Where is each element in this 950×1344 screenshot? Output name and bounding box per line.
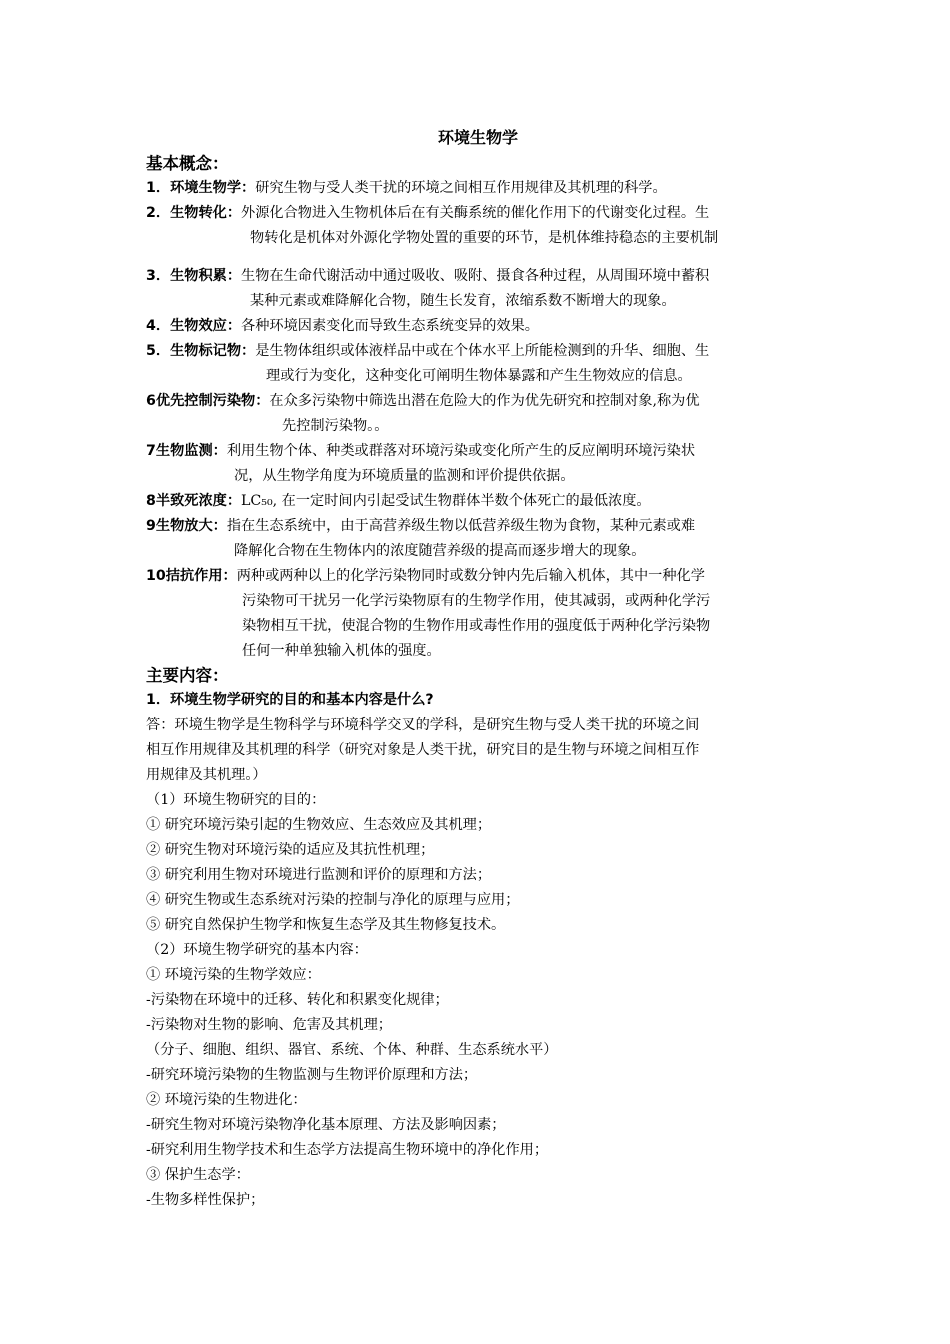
definition-term: 生物积累： xyxy=(170,268,242,284)
definition-item xyxy=(146,201,810,251)
definition-term: 生物监测： xyxy=(155,443,227,459)
definition-continuation: 先控制污染物。。 xyxy=(282,418,389,434)
body-line: （2）环境生物学研究的基本内容： xyxy=(146,942,368,958)
definition-term: 半致死浓度： xyxy=(155,493,242,509)
body-line: ① 环境污染的生物学效应： xyxy=(146,967,321,983)
definition-text: 各种环境因素变化而导致生态系统变异的效果。 xyxy=(241,318,539,334)
question-heading: 1．环境生物学研究的目的和基本内容是什么? xyxy=(146,692,434,708)
definition-item xyxy=(146,314,810,339)
body-line: -污染物在环境中的迁移、转化和积累变化规律； xyxy=(146,992,449,1008)
definition-continuation: 况，从生物学角度为环境质量的监测和评价提供依据。 xyxy=(234,468,575,484)
definition-number: 7 xyxy=(146,443,156,459)
definition-continuation: 某种元素或难降解化合物，随生长发育，浓缩系数不断增大的现象。 xyxy=(250,293,676,309)
definition-number: 9 xyxy=(146,518,156,534)
definition-term: 生物标记物： xyxy=(170,343,256,359)
body-line: ③ 保护生态学： xyxy=(146,1167,250,1183)
main-content-heading: 主要内容： xyxy=(146,666,229,685)
definition-item xyxy=(146,439,810,489)
definition-continuation: 降解化合物在生物体内的浓度随营养级的提高而逐步增大的现象。 xyxy=(234,543,646,559)
definition-term: 生物效应： xyxy=(170,318,242,334)
definition-number: 6 xyxy=(146,393,156,409)
definition-continuation: 物转化是机体对外源化学物处置的重要的环节，是机体维持稳态的主要机制 xyxy=(250,230,719,246)
definition-number: 3． xyxy=(146,268,171,284)
definition-term: 生物放大： xyxy=(155,518,227,534)
body-line: （1）环境生物研究的目的： xyxy=(146,792,326,808)
definition-text: 研究生物与受人类干扰的环境之间相互作用规律及其机理的科学。 xyxy=(255,180,667,196)
body-line: -污染物对生物的影响、危害及其机理； xyxy=(146,1017,392,1033)
basic-concepts-heading: 基本概念： xyxy=(146,154,229,173)
definition-item xyxy=(146,176,810,201)
definition-item xyxy=(146,389,810,439)
definition-text: 是生物体组织或体液样品中或在个体水平上所能检测到的升华、细胞、生 xyxy=(255,343,710,359)
blank-line xyxy=(146,251,810,264)
definitions-list xyxy=(146,176,810,664)
document-title: 环境生物学 xyxy=(437,128,518,147)
definition-continuation: 污染物可干扰另一化学污染物原有的生物学作用，使其减弱，或两种化学污 xyxy=(242,593,711,609)
body-line: -研究利用生物学技术和生态学方法提高生物环境中的净化作用； xyxy=(146,1142,549,1158)
definition-number: 10 xyxy=(146,568,166,584)
definition-text: 两种或两种以上的化学污染物同时或数分钟内先后输入机体，其中一种化学 xyxy=(236,568,705,584)
definition-number: 5． xyxy=(146,343,171,359)
definition-continuation: 任何一种单独输入机体的强度。 xyxy=(242,643,441,659)
document-page xyxy=(146,124,810,1213)
definition-number: 1． xyxy=(146,180,171,196)
definition-term: 生物转化： xyxy=(170,205,242,221)
answer-body xyxy=(146,713,810,1213)
definition-number: 2． xyxy=(146,205,171,221)
body-line: 相互作用规律及其机理的科学（研究对象是人类干扰，研究目的是生物与环境之间相互作 xyxy=(146,742,700,758)
definition-item xyxy=(146,489,810,514)
definition-text: LC₅₀, 在一定时间内引起受试生物群体半数个体死亡的最低浓度。 xyxy=(241,493,651,509)
body-line: -研究环境污染物的生物监测与生物评价原理和方法； xyxy=(146,1067,478,1083)
definition-term: 优先控制污染物： xyxy=(155,393,270,409)
body-line: -生物多样性保护； xyxy=(146,1192,265,1208)
body-line: 用规律及其机理。） xyxy=(146,767,267,783)
definition-number: 4． xyxy=(146,318,171,334)
body-line: ① 研究环境污染引起的生物效应、生态效应及其机理； xyxy=(146,817,492,833)
definition-text: 指在生态系统中，由于高营养级生物以低营养级生物为食物，某种元素或难 xyxy=(226,518,696,534)
definition-term: 拮抗作用： xyxy=(165,568,237,584)
body-line: ③ 研究利用生物对环境进行监测和评价的原理和方法； xyxy=(146,867,492,883)
body-line: ② 研究生物对环境污染的适应及其抗性机理； xyxy=(146,842,435,858)
definition-text: 外源化合物进入生物机体后在有关酶系统的催化作用下的代谢变化过程。生 xyxy=(241,205,710,221)
body-line: （分子、细胞、组织、器官、系统、个体、种群、生态系统水平） xyxy=(146,1042,558,1058)
definition-continuation: 染物相互干扰，使混合物的生物作用或毒性作用的强度低于两种化学污染物 xyxy=(242,618,711,634)
definition-text: 利用生物个体、种类或群落对环境污染或变化所产生的反应阐明环境污染状 xyxy=(226,443,696,459)
body-line: -研究生物对环境污染物净化基本原理、方法及影响因素； xyxy=(146,1117,506,1133)
definition-item xyxy=(146,264,810,314)
definition-number: 8 xyxy=(146,493,156,509)
definition-item xyxy=(146,339,810,389)
definition-continuation: 理或行为变化，这种变化可阐明生物体暴露和产生生物效应的信息。 xyxy=(266,368,692,384)
definition-text: 生物在生命代谢活动中通过吸收、吸附、摄食各种过程，从周围环境中蓄积 xyxy=(241,268,710,284)
body-line: 答：环境生物学是生物科学与环境科学交叉的学科，是研究生物与受人类干扰的环境之间 xyxy=(146,717,700,733)
definition-item xyxy=(146,564,810,664)
body-line: ④ 研究生物或生态系统对污染的控制与净化的原理与应用； xyxy=(146,892,520,908)
definition-text: 在众多污染物中筛选出潜在危险大的作为优先研究和控制对象,称为优 xyxy=(269,393,700,409)
definition-term: 环境生物学： xyxy=(170,180,256,196)
body-line: ⑤ 研究自然保护生物学和恢复生态学及其生物修复技术。 xyxy=(146,917,506,933)
body-line: ② 环境污染的生物进化： xyxy=(146,1092,307,1108)
definition-item xyxy=(146,514,810,564)
